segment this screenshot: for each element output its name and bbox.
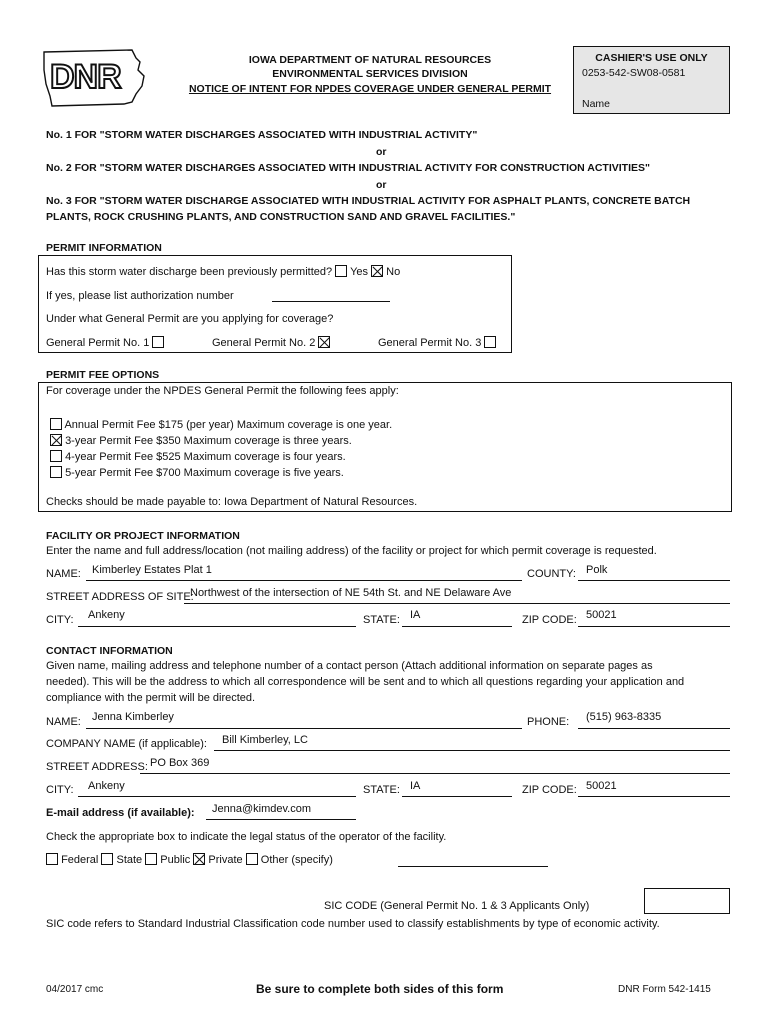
facility-city-label: CITY: <box>46 614 74 626</box>
fee-option-2-checkbox[interactable] <box>50 434 62 446</box>
facility-zip-field[interactable] <box>578 626 730 627</box>
sic-code-field[interactable] <box>644 888 730 914</box>
footer-reminder: Be sure to complete both sides of this form <box>256 982 504 996</box>
q-previously-permitted: Has this storm water discharge been previously permitted? Yes No <box>46 266 401 278</box>
auth-number-field[interactable] <box>272 301 390 302</box>
fee-option-1: Annual Permit Fee $175 (per year) Maximum coverage is one year. <box>50 418 392 432</box>
contact-email-label: E-mail address (if available): <box>46 807 195 819</box>
header-line2: ENVIRONMENTAL SERVICES DIVISION <box>272 68 468 80</box>
contact-street-field[interactable] <box>140 773 730 774</box>
q-which-permit: Under what General Permit are you applying for coverage? <box>46 313 334 325</box>
other-specify-field[interactable] <box>398 866 548 867</box>
contact-email-field[interactable] <box>206 819 356 820</box>
fee-option-2: 3-year Permit Fee $350 Maximum coverage is three years. <box>50 434 352 448</box>
contact-name-value: Jenna Kimberley <box>92 711 174 723</box>
header-line1: IOWA DEPARTMENT OF NATURAL RESOURCES <box>248 54 492 66</box>
gp2-option: General Permit No. 2 <box>212 336 330 350</box>
facility-name-value: Kimberley Estates Plat 1 <box>92 564 212 576</box>
private-checkbox[interactable] <box>193 853 205 865</box>
contact-intro-1: Given name, mailing address and telephone number of a contact person (Attach additional information on separate pages as <box>46 660 653 672</box>
facility-county-field[interactable] <box>578 580 730 581</box>
gp1-checkbox[interactable] <box>152 336 164 348</box>
fee-option-3-checkbox[interactable] <box>50 450 62 462</box>
contact-state-label: STATE: <box>363 784 400 796</box>
contact-name-label: NAME: <box>46 716 81 728</box>
contact-company-value: Bill Kimberley, LC <box>222 734 308 746</box>
facility-city-field[interactable] <box>78 626 356 627</box>
contact-state-value: IA <box>410 780 421 792</box>
fee-option-3: 4-year Permit Fee $525 Maximum coverage is four years. <box>50 450 346 464</box>
intro-no2: No. 2 FOR "STORM WATER DISCHARGES ASSOCIATED WITH INDUSTRIAL ACTIVITY FOR CONSTRUCTION ACTIVITIES" <box>46 162 650 174</box>
gp2-checkbox[interactable] <box>318 336 330 348</box>
intro-or1: or <box>376 146 387 158</box>
dnr-logo <box>40 44 150 110</box>
contact-phone-field[interactable] <box>578 728 730 729</box>
contact-city-value: Ankeny <box>88 780 125 792</box>
contact-street-label: STREET ADDRESS: <box>46 761 148 773</box>
other-checkbox[interactable] <box>246 853 258 865</box>
contact-email-value: Jenna@kimdev.com <box>212 803 311 815</box>
legal-status-question: Check the appropriate box to indicate the legal status of the operator of the facility. <box>46 831 447 843</box>
cashier-title: CASHIER'S USE ONLY <box>595 52 708 64</box>
no-checkbox[interactable] <box>371 265 383 277</box>
contact-phone-value: (515) 963-8335 <box>586 711 662 723</box>
cashier-name-label: Name <box>582 98 611 110</box>
contact-phone-label: PHONE: <box>527 716 570 728</box>
contact-heading: CONTACT INFORMATION <box>46 645 173 657</box>
facility-zip-label: ZIP CODE: <box>522 614 577 626</box>
contact-intro-3: compliance with the permit will be directed. <box>46 692 256 704</box>
permit-info-heading: PERMIT INFORMATION <box>46 242 162 254</box>
contact-city-label: CITY: <box>46 784 74 796</box>
contact-street-value: PO Box 369 <box>150 757 210 769</box>
fee-option-4-checkbox[interactable] <box>50 466 62 478</box>
intro-no3-a: No. 3 FOR "STORM WATER DISCHARGE ASSOCIATED WITH INDUSTRIAL ACTIVITY FOR ASPHALT PLANTS, CONCRETE BATCH <box>46 195 691 207</box>
facility-intro: Enter the name and full address/location (not mailing address) of the facility or project for which permit coverage is requested. <box>46 545 657 557</box>
facility-city-value: Ankeny <box>88 609 125 621</box>
public-checkbox[interactable] <box>145 853 157 865</box>
facility-state-value: IA <box>410 609 421 621</box>
facility-state-label: STATE: <box>363 614 400 626</box>
contact-company-label: COMPANY NAME (if applicable): <box>46 738 207 750</box>
contact-zip-label: ZIP CODE: <box>522 784 577 796</box>
contact-zip-value: 50021 <box>586 780 617 792</box>
logo-text: DNR <box>50 58 121 96</box>
facility-heading: FACILITY OR PROJECT INFORMATION <box>46 530 240 542</box>
facility-street-value: Northwest of the intersection of NE 54th St. and NE Delaware Ave <box>190 587 512 599</box>
contact-state-field[interactable] <box>402 796 512 797</box>
contact-intro-2: needed). This will be the address to which all correspondence will be sent and to which all questions regarding your application and <box>46 676 685 688</box>
contact-city-field[interactable] <box>78 796 356 797</box>
gp3-checkbox[interactable] <box>484 336 496 348</box>
footer-date: 04/2017 cmc <box>46 984 104 995</box>
intro-no1: No. 1 FOR "STORM WATER DISCHARGES ASSOCIATED WITH INDUSTRIAL ACTIVITY" <box>46 129 478 141</box>
fee-option-4: 5-year Permit Fee $700 Maximum coverage is five years. <box>50 466 344 480</box>
contact-company-field[interactable] <box>214 750 730 751</box>
fee-heading: PERMIT FEE OPTIONS <box>46 369 160 381</box>
fee-intro: For coverage under the NPDES General Permit the following fees apply: <box>46 385 399 397</box>
contact-zip-field[interactable] <box>578 796 730 797</box>
facility-county-value: Polk <box>586 564 608 576</box>
fee-checks-note: Checks should be made payable to: Iowa Department of Natural Resources. <box>46 496 418 508</box>
contact-name-field[interactable] <box>86 728 522 729</box>
facility-street-label: STREET ADDRESS OF SITE: <box>46 591 194 603</box>
federal-checkbox[interactable] <box>46 853 58 865</box>
facility-name-label: NAME: <box>46 568 81 580</box>
intro-or2: or <box>376 179 387 191</box>
cashier-code: 0253-542-SW08-0581 <box>582 67 686 79</box>
facility-county-label: COUNTY: <box>527 568 576 580</box>
sic-label: SIC CODE (General Permit No. 1 & 3 Applicants Only) <box>324 900 590 912</box>
q-auth-number: If yes, please list authorization number <box>46 290 234 302</box>
intro-no3-b: PLANTS, ROCK CRUSHING PLANTS, AND CONSTRUCTION SAND AND GRAVEL FACILITIES." <box>46 211 516 223</box>
sic-note: SIC code refers to Standard Industrial Classification code number used to classify establishments by type of economic activity. <box>46 918 660 930</box>
fee-option-1-checkbox[interactable] <box>50 418 62 430</box>
facility-name-field[interactable] <box>86 580 522 581</box>
state-checkbox[interactable] <box>101 853 113 865</box>
footer-form-number: DNR Form 542-1415 <box>618 984 711 995</box>
facility-state-field[interactable] <box>402 626 512 627</box>
cashier-box <box>573 46 730 114</box>
gp3-option: General Permit No. 3 <box>378 336 496 350</box>
header-line3: NOTICE OF INTENT FOR NPDES COVERAGE UNDER GENERAL PERMIT <box>188 83 552 95</box>
yes-checkbox[interactable] <box>335 265 347 277</box>
legal-status-options: Federal State Public Private Other (specify) <box>46 853 333 867</box>
gp1-option: General Permit No. 1 <box>46 336 164 350</box>
facility-street-field[interactable] <box>184 603 730 604</box>
facility-zip-value: 50021 <box>586 609 617 621</box>
